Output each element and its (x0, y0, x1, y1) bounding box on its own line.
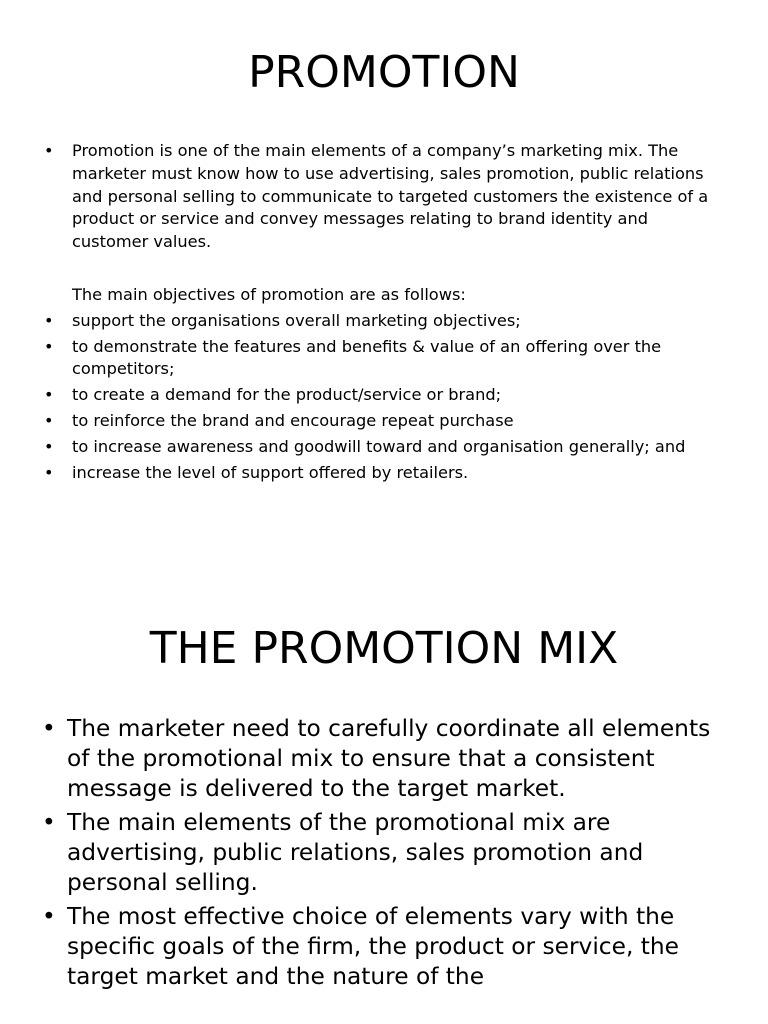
list-item (0, 714, 768, 804)
point-text: The marketer need to carefully coordinate all elements of the promotional mix to ensure that a consistent message is delivered to the target market. (67, 715, 711, 802)
bullet-icon: • (44, 141, 54, 160)
objective-text: to increase awareness and goodwill toward and organisation generally; and (72, 436, 686, 456)
bullet-icon: • (44, 336, 54, 356)
objective-text: to reinforce the brand and encourage repeat purchase (72, 410, 514, 430)
objective-text: to create a demand for the product/service or brand; (72, 385, 502, 405)
list-item (0, 310, 768, 333)
intro-text: Promotion is one of the main elements of a company’s marketing mix. The marketer must know how to use advertising, sales promotion, public relations and personal selling to communicate to targeted customers the existence of a product or service and convey messages relating to brand identity and customer values. (72, 141, 709, 252)
bullet-icon: • (44, 385, 54, 405)
bullet-icon: • (44, 410, 54, 430)
bullet-icon: • (44, 436, 54, 456)
objectives-heading: The main objectives of promotion are as follows: (72, 284, 466, 304)
point-text: The main elements of the promotional mix are advertising, public relations, sales promotion and personal selling. (67, 809, 644, 896)
objective-text: to demonstrate the features and benefits & value of an offering over the competitors; (72, 336, 662, 379)
list-item (0, 462, 768, 485)
list-item (0, 436, 768, 459)
bullet-list (0, 140, 768, 487)
list-item (0, 808, 768, 898)
bullet-icon: • (42, 903, 56, 930)
list-item (0, 410, 768, 433)
point-text: The most effective choice of elements vary with the specific goals of the firm, the product or service, the target market and the nature of the (67, 903, 679, 990)
bullet-list (0, 714, 768, 996)
objective-text: increase the level of support offered by retailers. (72, 462, 469, 482)
objective-text: support the organisations overall marketing objectives; (72, 310, 521, 330)
slide-promotion-mix (0, 600, 768, 1024)
bullet-icon: • (42, 809, 56, 836)
bullet-icon: • (42, 715, 56, 742)
slide-title: THE PROMOTION MIX (149, 623, 619, 674)
slide-title: PROMOTION (248, 47, 520, 98)
list-item (0, 384, 768, 407)
bullet-icon: • (44, 310, 54, 330)
list-item (0, 902, 768, 992)
list-item (0, 336, 768, 382)
bullet-icon: • (44, 462, 54, 482)
list-item (0, 140, 768, 254)
